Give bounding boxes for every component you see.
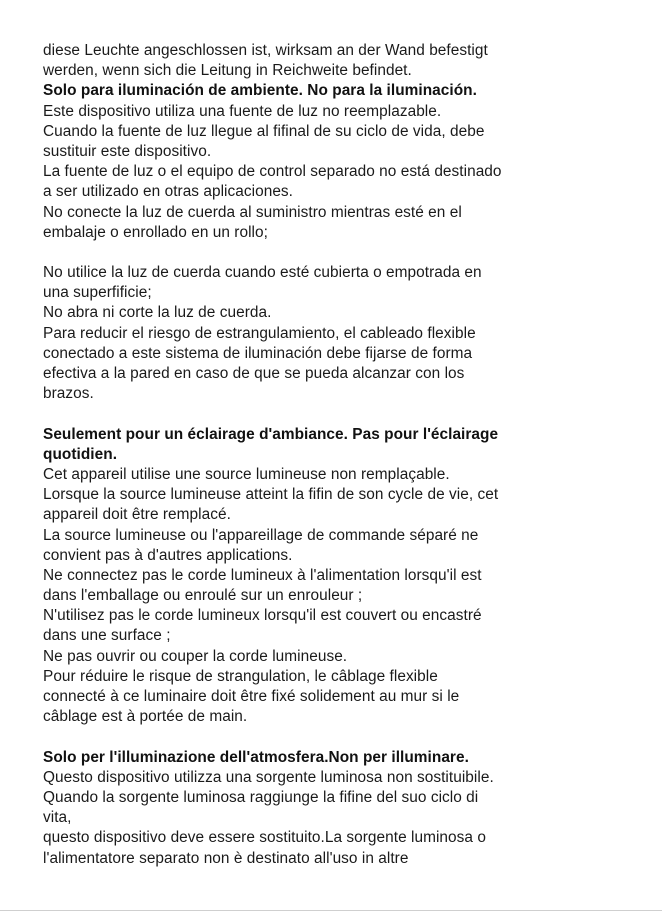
document-page bbox=[43, 41, 628, 869]
text-line: conectado a este sistema de iluminación debe fijarse de forma bbox=[43, 344, 473, 362]
paragraph-gap bbox=[43, 727, 628, 747]
section-heading-line: Seulement pour un éclairage d'ambiance. Pas pour l'éclairage bbox=[43, 425, 499, 443]
text-line: La fuente de luz o el equipo de control separado no está destinado bbox=[43, 163, 502, 181]
text-line: diese Leuchte angeschlossen ist, wirksam an der Wand befestigt bbox=[43, 42, 488, 59]
text-line: No conecte la luz de cuerda al suministro mientras esté en el bbox=[43, 203, 462, 221]
text-line: l'alimentatore separato non è destinato all'uso in altre bbox=[43, 849, 409, 867]
text-line: convient pas à d'autres applications. bbox=[43, 546, 293, 564]
text-line: No abra ni corte la luz de cuerda. bbox=[43, 304, 272, 322]
section-heading-line: Solo per l'illuminazione dell'atmosfera.Non per illuminare. bbox=[43, 748, 469, 766]
text-line: werden, wenn sich die Leitung in Reichweite befindet. bbox=[43, 62, 412, 80]
text-line: appareil doit être remplacé. bbox=[43, 506, 231, 524]
text-line: Cet appareil utilise une source lumineuse non remplaçable. bbox=[43, 465, 450, 483]
page-bottom-divider bbox=[0, 910, 662, 911]
text-line: Para reducir el riesgo de estrangulamiento, el cableado flexible bbox=[43, 324, 476, 342]
text-line: No utilice la luz de cuerda cuando esté cubierta o empotrada en bbox=[43, 264, 482, 282]
paragraph-gap bbox=[43, 404, 628, 424]
text-line: Quando la sorgente luminosa raggiunge la fifine del suo ciclo di bbox=[43, 788, 479, 806]
text-line: N'utilisez pas le corde lumineux lorsqu'il est couvert ou encastré bbox=[43, 607, 482, 625]
text-line: Lorsque la source lumineuse atteint la fifin de son cycle de vie, cet bbox=[43, 486, 499, 504]
text-line: Cuando la fuente de luz llegue al fifinal de su ciclo de vida, debe bbox=[43, 122, 485, 140]
paragraph-gap bbox=[43, 243, 628, 263]
text-line: Ne pas ouvrir ou couper la corde lumineuse. bbox=[43, 647, 348, 665]
text-line: Pour réduire le risque de strangulation, le câblage flexible bbox=[43, 667, 438, 685]
text-line: a ser utilizado en otras aplicaciones. bbox=[43, 183, 293, 201]
text-line: embalaje o enrollado en un rollo; bbox=[43, 223, 268, 241]
text-line: vita, bbox=[43, 809, 72, 827]
text-line: Este dispositivo utiliza una fuente de luz no reemplazable. bbox=[43, 102, 442, 120]
text-line: Ne connectez pas le corde lumineux à l'alimentation lorsqu'il est bbox=[43, 566, 482, 584]
text-line: dans l'emballage ou enroulé sur un enrouleur ; bbox=[43, 587, 363, 605]
text-line: câblage est à portée de main. bbox=[43, 708, 248, 726]
text-line: sustituir este dispositivo. bbox=[43, 142, 212, 160]
section-heading-line: quotidien. bbox=[43, 445, 118, 463]
section-heading-line: Solo para iluminación de ambiente. No para la iluminación. bbox=[43, 82, 477, 100]
text-line: efectiva a la pared en caso de que se pueda alcanzar con los bbox=[43, 365, 465, 382]
text-line: dans une surface ; bbox=[43, 627, 171, 645]
text-line: brazos. bbox=[43, 385, 94, 403]
text-line: connecté à ce luminaire doit être fixé solidement au mur si le bbox=[43, 688, 460, 705]
text-line: Questo dispositivo utilizza una sorgente luminosa non sostituibile. bbox=[43, 768, 494, 786]
text-line: una superfificie; bbox=[43, 284, 152, 302]
text-line: La source lumineuse ou l'appareillage de commande séparé ne bbox=[43, 526, 479, 544]
text-line: questo dispositivo deve essere sostituito.La sorgente luminosa o bbox=[43, 829, 486, 847]
